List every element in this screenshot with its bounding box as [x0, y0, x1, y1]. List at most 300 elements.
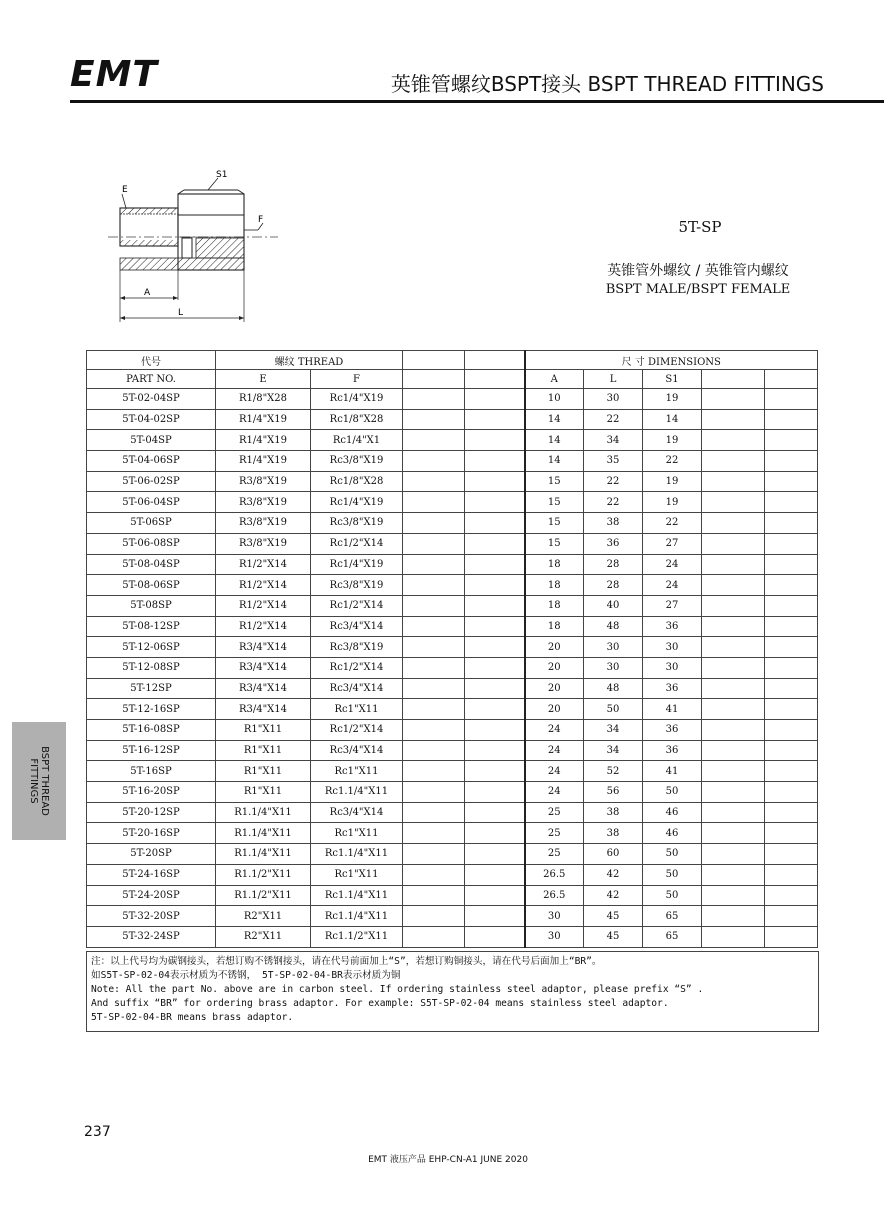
cell-dim-l: 28	[584, 554, 643, 575]
cell-dim-l: 38	[584, 513, 643, 534]
dimension-label-l: L	[178, 308, 184, 318]
cell-part-no: 5T-08-04SP	[87, 554, 216, 575]
cell-empty	[465, 926, 525, 947]
cell-dim-s1: 65	[643, 926, 702, 947]
cell-dim-a: 14	[525, 409, 584, 430]
cell-empty	[403, 554, 465, 575]
cell-part-no: 5T-16-20SP	[87, 782, 216, 803]
cell-thread-f: Rc1/8"X28	[311, 471, 403, 492]
cell-empty	[403, 389, 465, 410]
cell-empty	[765, 720, 818, 741]
cell-thread-e: R3/4"X14	[216, 699, 311, 720]
cell-empty	[765, 451, 818, 472]
cell-dim-s1: 24	[643, 554, 702, 575]
cell-part-no: 5T-08-06SP	[87, 575, 216, 596]
cell-part-no: 5T-12-16SP	[87, 699, 216, 720]
cell-thread-f: Rc3/8"X19	[311, 513, 403, 534]
section-side-tab	[12, 722, 66, 840]
cell-dim-a: 25	[525, 823, 584, 844]
cell-thread-e: R1/4"X19	[216, 430, 311, 451]
cell-dim-a: 15	[525, 513, 584, 534]
cell-empty	[765, 554, 818, 575]
table-row	[87, 430, 818, 451]
cell-dim-l: 42	[584, 864, 643, 885]
cell-empty	[403, 471, 465, 492]
cell-thread-e: R1/4"X19	[216, 409, 311, 430]
cell-part-no: 5T-12-06SP	[87, 637, 216, 658]
cell-part-no: 5T-16-12SP	[87, 740, 216, 761]
cell-empty	[465, 595, 525, 616]
cell-empty	[702, 451, 765, 472]
cell-dim-l: 48	[584, 616, 643, 637]
header-part-cn: 代号	[87, 351, 216, 370]
cell-thread-e: R1/2"X14	[216, 595, 311, 616]
cell-dim-a: 18	[525, 554, 584, 575]
cell-empty	[765, 513, 818, 534]
cell-empty	[403, 699, 465, 720]
cell-thread-f: Rc1"X11	[311, 823, 403, 844]
header-empty	[403, 370, 465, 389]
cell-dim-a: 14	[525, 430, 584, 451]
table-row	[87, 471, 818, 492]
cell-empty	[403, 616, 465, 637]
table-row	[87, 844, 818, 865]
cell-empty	[403, 595, 465, 616]
cell-dim-s1: 46	[643, 823, 702, 844]
cell-part-no: 5T-32-24SP	[87, 926, 216, 947]
cell-empty	[465, 575, 525, 596]
dimension-label-f: F	[258, 215, 264, 225]
cell-empty	[702, 720, 765, 741]
cell-empty	[702, 926, 765, 947]
cell-empty	[765, 802, 818, 823]
cell-empty	[765, 616, 818, 637]
cell-part-no: 5T-24-20SP	[87, 885, 216, 906]
cell-dim-a: 25	[525, 844, 584, 865]
cell-empty	[465, 451, 525, 472]
cell-empty	[702, 409, 765, 430]
cell-thread-f: Rc1"X11	[311, 864, 403, 885]
cell-dim-l: 38	[584, 802, 643, 823]
cell-empty	[765, 533, 818, 554]
cell-empty	[465, 554, 525, 575]
cell-thread-e: R1.1/2"X11	[216, 864, 311, 885]
cell-thread-f: Rc1"X11	[311, 699, 403, 720]
side-tab-line: BSPT THREAD	[39, 746, 50, 816]
cell-dim-l: 30	[584, 389, 643, 410]
note-line: 5T-SP-02-04-BR means brass adaptor.	[91, 1012, 294, 1023]
cell-thread-f: Rc1/2"X14	[311, 595, 403, 616]
cell-empty	[765, 885, 818, 906]
note-line: Note: All the part No. above are in carbon steel. If ordering stainless steel adaptor, please prefix “S” .	[91, 984, 704, 995]
cell-part-no: 5T-12-08SP	[87, 657, 216, 678]
specification-rows	[87, 389, 818, 948]
cell-thread-e: R2"X11	[216, 906, 311, 927]
cell-dim-s1: 30	[643, 637, 702, 658]
table-row	[87, 782, 818, 803]
cell-dim-a: 14	[525, 451, 584, 472]
cell-dim-s1: 19	[643, 430, 702, 451]
cell-dim-a: 24	[525, 720, 584, 741]
cell-empty	[465, 699, 525, 720]
cell-dim-l: 45	[584, 906, 643, 927]
cell-dim-l: 56	[584, 782, 643, 803]
cell-dim-a: 20	[525, 657, 584, 678]
cell-dim-a: 20	[525, 637, 584, 658]
cell-empty	[403, 533, 465, 554]
table-row	[87, 926, 818, 947]
cell-part-no: 5T-04-06SP	[87, 451, 216, 472]
cell-dim-a: 18	[525, 595, 584, 616]
cell-dim-s1: 19	[643, 492, 702, 513]
table-row	[87, 761, 818, 782]
cell-thread-e: R1"X11	[216, 782, 311, 803]
cell-thread-f: Rc3/8"X19	[311, 451, 403, 472]
table-row	[87, 595, 818, 616]
cell-empty	[465, 823, 525, 844]
cell-dim-l: 42	[584, 885, 643, 906]
cell-thread-e: R3/4"X14	[216, 657, 311, 678]
note-line: 如S5T-SP-02-04表示材质为不锈钢， 5T-SP-02-04-BR表示材质为铜	[91, 970, 401, 981]
cell-empty	[765, 906, 818, 927]
cell-thread-f: Rc1.1/4"X11	[311, 782, 403, 803]
cell-part-no: 5T-24-16SP	[87, 864, 216, 885]
cell-thread-e: R1.1/4"X11	[216, 844, 311, 865]
cell-thread-e: R2"X11	[216, 926, 311, 947]
cell-dim-a: 18	[525, 575, 584, 596]
cell-empty	[465, 906, 525, 927]
cell-thread-e: R3/8"X19	[216, 533, 311, 554]
cell-thread-f: Rc3/8"X19	[311, 575, 403, 596]
cell-empty	[465, 864, 525, 885]
page-number: 237	[84, 1124, 111, 1140]
cell-dim-l: 45	[584, 926, 643, 947]
cell-empty	[702, 782, 765, 803]
table-row	[87, 409, 818, 430]
cell-dim-a: 15	[525, 533, 584, 554]
cell-dim-l: 34	[584, 430, 643, 451]
cell-dim-l: 34	[584, 740, 643, 761]
table-row	[87, 492, 818, 513]
side-tab-line: FITTINGS	[28, 758, 39, 804]
cell-thread-e: R1/2"X14	[216, 575, 311, 596]
cell-empty	[702, 637, 765, 658]
cell-dim-l: 22	[584, 492, 643, 513]
table-row	[87, 740, 818, 761]
cell-dim-a: 24	[525, 761, 584, 782]
cell-dim-s1: 22	[643, 451, 702, 472]
cell-empty	[465, 844, 525, 865]
cell-empty	[765, 699, 818, 720]
cell-empty	[465, 802, 525, 823]
order-notes	[86, 951, 819, 1032]
cell-empty	[702, 906, 765, 927]
cell-part-no: 5T-20-12SP	[87, 802, 216, 823]
cell-dim-s1: 41	[643, 761, 702, 782]
cell-empty	[465, 430, 525, 451]
cell-dim-l: 30	[584, 637, 643, 658]
header-empty	[765, 370, 818, 389]
cell-empty	[765, 575, 818, 596]
cell-thread-f: Rc1/4"X19	[311, 389, 403, 410]
cell-empty	[765, 761, 818, 782]
cell-thread-e: R3/4"X14	[216, 637, 311, 658]
cell-empty	[765, 430, 818, 451]
table-row	[87, 389, 818, 410]
cell-part-no: 5T-20-16SP	[87, 823, 216, 844]
cell-part-no: 5T-06SP	[87, 513, 216, 534]
cell-thread-f: Rc3/8"X19	[311, 637, 403, 658]
cell-empty	[702, 740, 765, 761]
cell-empty	[465, 720, 525, 741]
cell-empty	[702, 533, 765, 554]
note-line: And suffix “BR” for ordering brass adaptor. For example: S5T-SP-02-04 means stainless steel adaptor.	[91, 998, 669, 1009]
header-empty	[465, 351, 525, 370]
table-row	[87, 906, 818, 927]
table-row	[87, 616, 818, 637]
cell-empty	[765, 471, 818, 492]
cell-empty	[403, 657, 465, 678]
cell-thread-e: R3/8"X19	[216, 513, 311, 534]
cell-empty	[403, 678, 465, 699]
table-row	[87, 720, 818, 741]
cell-thread-f: Rc1.1/4"X11	[311, 885, 403, 906]
cell-dim-a: 15	[525, 471, 584, 492]
cell-dim-a: 24	[525, 740, 584, 761]
cell-thread-f: Rc3/4"X14	[311, 616, 403, 637]
cell-thread-f: Rc1"X11	[311, 761, 403, 782]
cell-empty	[403, 761, 465, 782]
cell-empty	[765, 823, 818, 844]
cell-empty	[765, 389, 818, 410]
cell-dim-s1: 36	[643, 720, 702, 741]
header-divider	[70, 100, 884, 103]
cell-empty	[702, 492, 765, 513]
cell-dim-a: 26.5	[525, 885, 584, 906]
cell-empty	[765, 844, 818, 865]
cell-dim-s1: 22	[643, 513, 702, 534]
cell-part-no: 5T-02-04SP	[87, 389, 216, 410]
cell-empty	[702, 471, 765, 492]
cell-empty	[702, 699, 765, 720]
cell-empty	[465, 471, 525, 492]
cell-empty	[465, 513, 525, 534]
cell-thread-e: R1"X11	[216, 740, 311, 761]
cell-empty	[403, 720, 465, 741]
cell-empty	[403, 492, 465, 513]
cell-dim-s1: 24	[643, 575, 702, 596]
product-code: 5T-SP	[678, 218, 722, 236]
cell-empty	[702, 802, 765, 823]
table-row	[87, 637, 818, 658]
table-row	[87, 554, 818, 575]
cell-dim-l: 22	[584, 409, 643, 430]
cell-empty	[465, 657, 525, 678]
cell-part-no: 5T-20SP	[87, 844, 216, 865]
cell-empty	[403, 637, 465, 658]
cell-empty	[403, 451, 465, 472]
cell-part-no: 5T-06-04SP	[87, 492, 216, 513]
specification-table	[86, 350, 818, 948]
header-part-en: PART NO.	[87, 370, 216, 389]
cell-dim-l: 36	[584, 533, 643, 554]
dimension-label-a: A	[144, 288, 151, 298]
cell-empty	[465, 616, 525, 637]
cell-empty	[465, 492, 525, 513]
cell-empty	[765, 409, 818, 430]
product-description-cn: 英锥管外螺纹 / 英锥管内螺纹	[607, 263, 789, 279]
table-row	[87, 678, 818, 699]
header-empty	[465, 370, 525, 389]
cell-empty	[765, 595, 818, 616]
cell-thread-e: R1/2"X14	[216, 616, 311, 637]
cell-empty	[403, 430, 465, 451]
cell-dim-l: 34	[584, 720, 643, 741]
cell-part-no: 5T-12SP	[87, 678, 216, 699]
table-row	[87, 533, 818, 554]
cell-dim-s1: 46	[643, 802, 702, 823]
table-row	[87, 513, 818, 534]
cell-dim-a: 24	[525, 782, 584, 803]
cell-dim-a: 30	[525, 926, 584, 947]
cell-empty	[403, 409, 465, 430]
cell-empty	[765, 678, 818, 699]
cell-empty	[702, 554, 765, 575]
header-col-a: A	[525, 370, 584, 389]
cell-thread-e: R1"X11	[216, 720, 311, 741]
page-footer: EMT 液压产品 EHP-CN-A1 JUNE 2020	[368, 1155, 528, 1165]
cell-dim-l: 28	[584, 575, 643, 596]
cell-thread-e: R1/8"X28	[216, 389, 311, 410]
header-col-e: E	[216, 370, 311, 389]
cell-dim-s1: 50	[643, 864, 702, 885]
cell-thread-f: Rc1/4"X1	[311, 430, 403, 451]
cell-dim-l: 48	[584, 678, 643, 699]
cell-part-no: 5T-06-08SP	[87, 533, 216, 554]
cell-thread-f: Rc3/4"X14	[311, 740, 403, 761]
cell-dim-s1: 19	[643, 389, 702, 410]
cell-dim-s1: 50	[643, 844, 702, 865]
cell-dim-l: 30	[584, 657, 643, 678]
cell-dim-l: 50	[584, 699, 643, 720]
product-description-en: BSPT MALE/BSPT FEMALE	[605, 282, 791, 297]
cell-dim-a: 18	[525, 616, 584, 637]
cell-empty	[702, 616, 765, 637]
table-row	[87, 657, 818, 678]
cell-empty	[403, 740, 465, 761]
header-col-f: F	[311, 370, 403, 389]
cell-thread-f: Rc3/4"X14	[311, 678, 403, 699]
cell-dim-a: 26.5	[525, 864, 584, 885]
header-empty	[403, 351, 465, 370]
note-line: 注：以上代号均为碳钢接头，若想订购不锈钢接头，请在代号前面加上“S”，若想订购铜接头，请在代号后面加上“BR”。	[91, 956, 602, 967]
cell-empty	[403, 906, 465, 927]
cell-empty	[403, 802, 465, 823]
header-col-l: L	[584, 370, 643, 389]
table-row	[87, 864, 818, 885]
cell-thread-f: Rc1.1/2"X11	[311, 926, 403, 947]
cell-dim-s1: 41	[643, 699, 702, 720]
cell-thread-f: Rc1.1/4"X11	[311, 906, 403, 927]
header-col-s1: S1	[643, 370, 702, 389]
cell-empty	[765, 492, 818, 513]
cell-empty	[765, 637, 818, 658]
cell-thread-e: R3/8"X19	[216, 492, 311, 513]
cell-empty	[765, 864, 818, 885]
cell-empty	[702, 823, 765, 844]
cell-thread-f: Rc1/4"X19	[311, 492, 403, 513]
cell-empty	[465, 637, 525, 658]
cell-empty	[403, 575, 465, 596]
header-empty	[702, 370, 765, 389]
cell-thread-f: Rc1/8"X28	[311, 409, 403, 430]
cell-empty	[403, 864, 465, 885]
cell-empty	[403, 844, 465, 865]
cell-dim-a: 20	[525, 699, 584, 720]
table-row	[87, 575, 818, 596]
cell-thread-e: R1.1/2"X11	[216, 885, 311, 906]
cell-thread-e: R3/4"X14	[216, 678, 311, 699]
cell-empty	[403, 823, 465, 844]
header-thread: 螺纹 THREAD	[216, 351, 403, 370]
cell-empty	[465, 782, 525, 803]
cell-part-no: 5T-06-02SP	[87, 471, 216, 492]
cell-dim-a: 10	[525, 389, 584, 410]
cell-part-no: 5T-16-08SP	[87, 720, 216, 741]
side-tab-label	[28, 746, 50, 816]
cell-thread-f: Rc1/2"X14	[311, 533, 403, 554]
cell-thread-e: R1.1/4"X11	[216, 802, 311, 823]
cell-empty	[765, 740, 818, 761]
cell-empty	[403, 885, 465, 906]
cell-dim-l: 22	[584, 471, 643, 492]
cell-part-no: 5T-16SP	[87, 761, 216, 782]
cell-empty	[702, 844, 765, 865]
cell-empty	[403, 926, 465, 947]
cell-dim-l: 35	[584, 451, 643, 472]
table-row	[87, 699, 818, 720]
cell-thread-f: Rc1/2"X14	[311, 657, 403, 678]
cell-thread-f: Rc1/2"X14	[311, 720, 403, 741]
cell-dim-a: 25	[525, 802, 584, 823]
cell-thread-e: R1/2"X14	[216, 554, 311, 575]
cell-empty	[702, 657, 765, 678]
brand-logo: EMT	[70, 54, 158, 95]
cell-thread-e: R3/8"X19	[216, 471, 311, 492]
cell-empty	[403, 513, 465, 534]
header-dimensions: 尺 寸 DIMENSIONS	[525, 351, 818, 370]
cell-empty	[702, 761, 765, 782]
cell-thread-e: R1/4"X19	[216, 451, 311, 472]
cell-thread-e: R1.1/4"X11	[216, 823, 311, 844]
table-row	[87, 802, 818, 823]
cell-thread-e: R1"X11	[216, 761, 311, 782]
cell-dim-l: 38	[584, 823, 643, 844]
cell-thread-f: Rc1/4"X19	[311, 554, 403, 575]
cell-empty	[702, 513, 765, 534]
cell-dim-a: 15	[525, 492, 584, 513]
cell-dim-s1: 36	[643, 616, 702, 637]
cell-dim-l: 52	[584, 761, 643, 782]
cell-empty	[702, 430, 765, 451]
cell-empty	[465, 389, 525, 410]
cell-dim-s1: 14	[643, 409, 702, 430]
fitting-drawing	[108, 170, 283, 328]
dimension-label-e: E	[122, 185, 128, 195]
table-row	[87, 823, 818, 844]
cell-empty	[465, 885, 525, 906]
cell-dim-l: 40	[584, 595, 643, 616]
